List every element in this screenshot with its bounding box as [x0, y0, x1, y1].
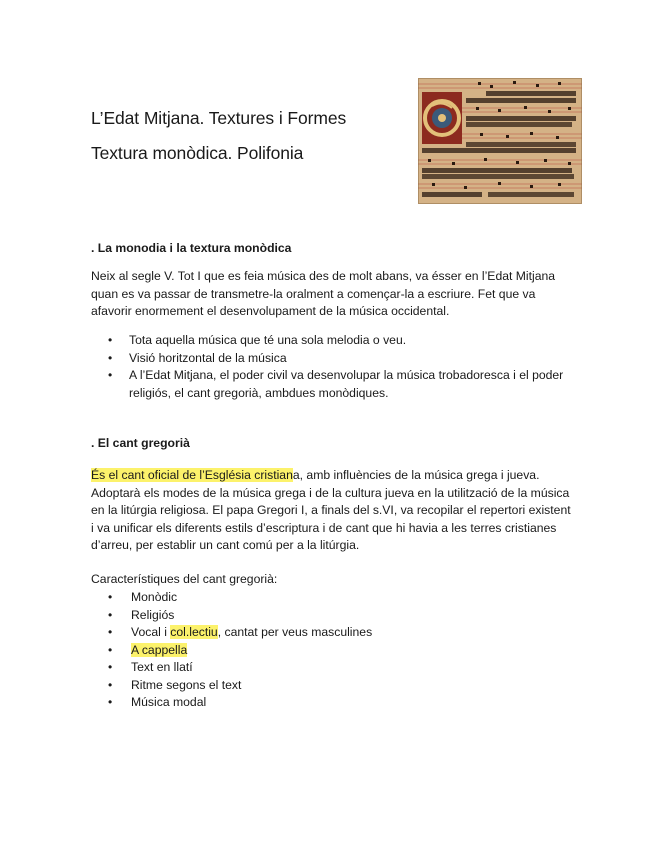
document-subtitle: Textura monòdica. Polifonia: [91, 143, 304, 163]
title-main: L’Edat Mitjana: [91, 108, 200, 128]
features-intro: Característiques del cant gregorià:: [91, 572, 278, 586]
list-item: • Visió horitzontal de la música: [91, 350, 571, 368]
highlighted-text: És el cant oficial de l’Església cristian: [91, 468, 293, 482]
section-heading-monodia: . La monodia i la textura monòdica: [91, 241, 292, 255]
document-title: [91, 108, 346, 129]
list-item: • Tota aquella música que té una sola melodia o veu.: [91, 332, 571, 350]
highlighted-text: col.lectiu: [170, 625, 218, 639]
title-rest: . Textures i Formes: [199, 108, 347, 128]
paragraph-monodia: Neix al segle V. Tot I que es feia música des de molt abans, va ésser en l’Edat Mitjana quan es va passar de transmetre-la oralment a començar-la a escriure. Fet que va afavorir enormement el desenvolupament de la música occidental.: [91, 269, 556, 318]
highlighted-text: A cappella: [131, 642, 188, 657]
paragraph-gregorian: [91, 467, 571, 555]
list-item-text: , cantat per veus masculines: [217, 625, 373, 639]
gregorian-features-list: [91, 589, 571, 712]
list-item-text: Vocal i: [131, 625, 171, 639]
section-heading-gregorian: . El cant gregorià: [91, 436, 190, 450]
monodia-bullet-list: [91, 332, 571, 402]
list-item: • Monòdic: [91, 589, 571, 607]
list-item: [91, 642, 571, 660]
list-item: • Música modal: [91, 694, 571, 712]
gregorian-manuscript-image: [418, 78, 582, 204]
list-item: • Religiós: [91, 607, 571, 625]
list-item: • Ritme segons el text: [91, 677, 571, 695]
list-item: • Text en llatí: [91, 659, 571, 677]
list-item: • A l’Edat Mitjana, el poder civil va desenvolupar la música trobadoresca i el poder religiós, el cant gregorià, ambdues monòdiques.: [91, 367, 571, 402]
paragraph-text: a, amb influències de la música grega i jueva. Adoptarà els modes de la música grega i de la cultura jueva en la utilització de la música en la litúrgia religiosa. El papa Gregori I, a finals del s.VI, va recopilar el repertori existent i va unificar els diferents estils d’escriptura i de cant que hi havia a les terres cristianes d’arreu, per establir un cant comú per a la litúrgia.: [91, 468, 571, 552]
list-item: [91, 624, 571, 642]
